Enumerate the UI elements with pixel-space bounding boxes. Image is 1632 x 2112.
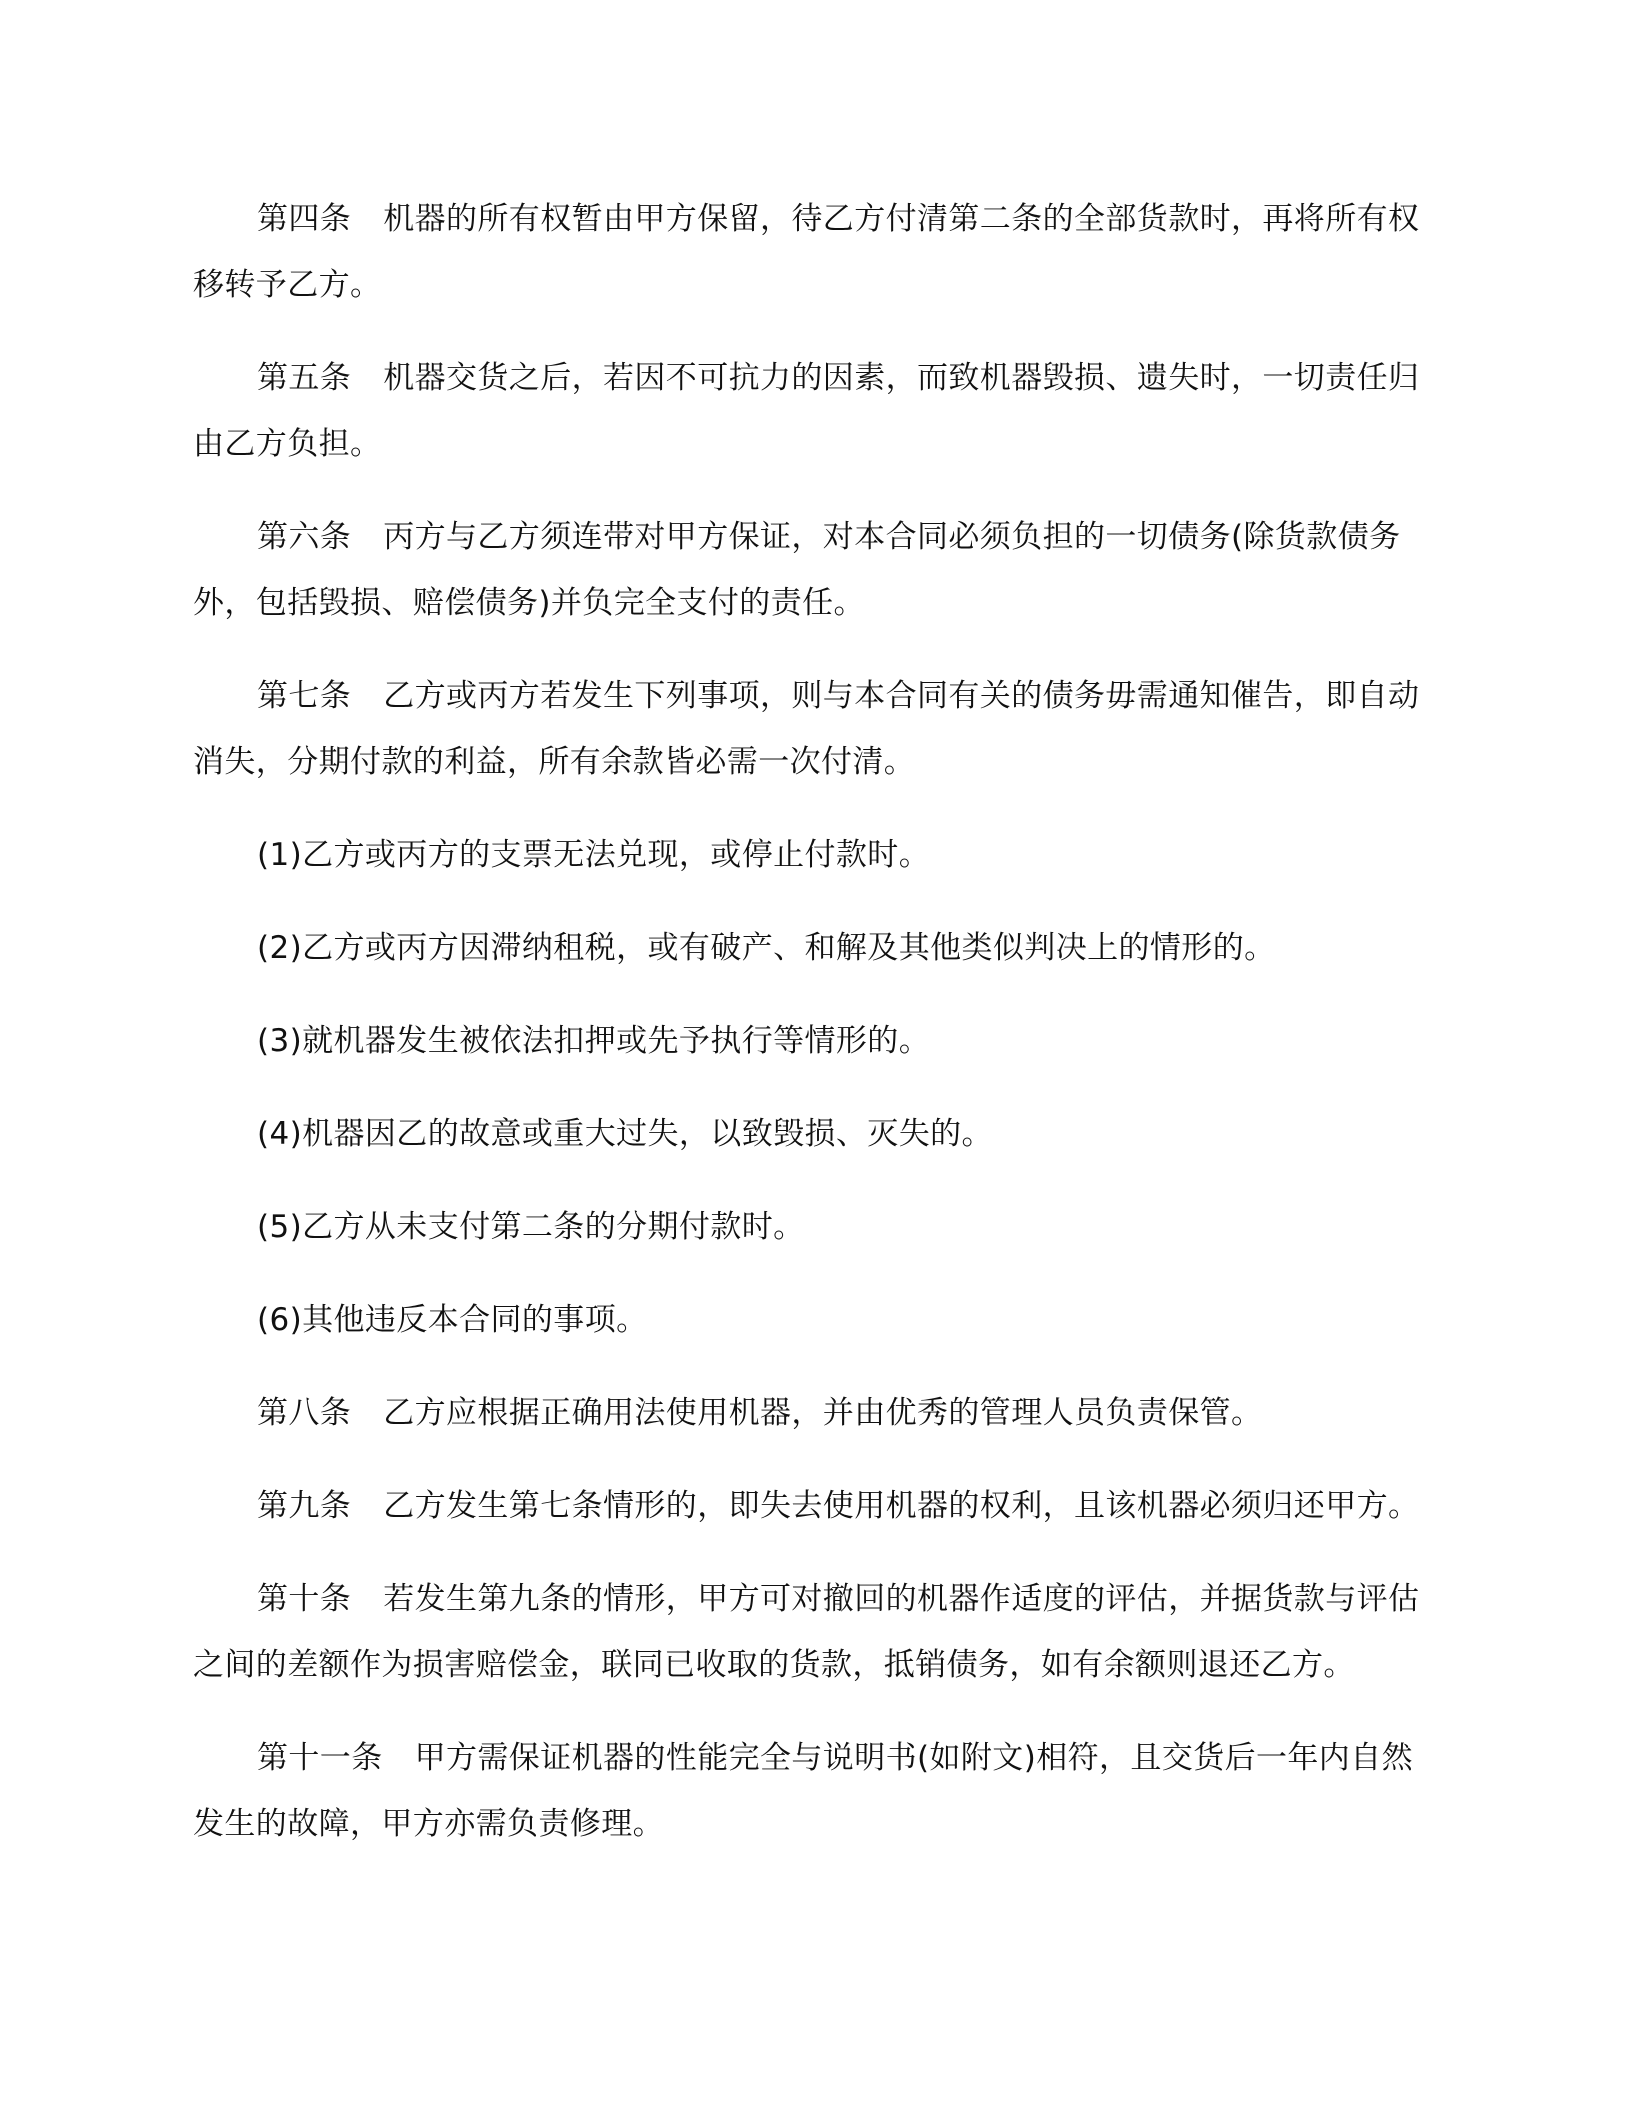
list-item-2 [193, 915, 1443, 981]
list-item-text: (6)其他违反本合同的事项。 [257, 1302, 648, 1338]
list-item-1 [193, 822, 1443, 888]
article-11 [193, 1725, 1443, 1857]
article-10 [193, 1566, 1443, 1698]
list-item-text: (5)乙方从未支付第二条的分期付款时。 [257, 1209, 805, 1245]
list-item-text: (4)机器因乙的故意或重大过失，以致毁损、灭失的。 [257, 1116, 993, 1152]
article-text: 乙方或丙方若发生下列事项，则与本合同有关的债务毋需通知催告，即自动消失，分期付款的利益，所有余款皆必需一次付清。 [193, 678, 1420, 780]
article-text: 乙方发生第七条情形的，即失去使用机器的权利，且该机器必须归还甲方。 [383, 1488, 1420, 1524]
list-item-3 [193, 1008, 1443, 1074]
article-5 [193, 345, 1443, 477]
article-text: 机器的所有权暂由甲方保留，待乙方付清第二条的全部货款时，再将所有权移转予乙方。 [193, 201, 1420, 303]
article-number: 第十一条 [257, 1740, 383, 1776]
list-item-5 [193, 1194, 1443, 1260]
article-number: 第四条 [257, 201, 352, 237]
article-number: 第八条 [257, 1395, 352, 1431]
article-number: 第九条 [257, 1488, 352, 1524]
article-number: 第六条 [257, 519, 352, 555]
article-9 [193, 1473, 1443, 1539]
article-7 [193, 663, 1443, 795]
article-text: 甲方需保证机器的性能完全与说明书(如附文)相符，且交货后一年内自然发生的故障，甲方亦需负责修理。 [193, 1740, 1413, 1842]
article-number: 第十条 [257, 1581, 352, 1617]
article-text: 乙方应根据正确用法使用机器，并由优秀的管理人员负责保管。 [383, 1395, 1263, 1431]
list-item-text: (3)就机器发生被依法扣押或先予执行等情形的。 [257, 1023, 931, 1059]
article-number: 第五条 [257, 360, 352, 396]
article-8 [193, 1380, 1443, 1446]
list-item-text: (1)乙方或丙方的支票无法兑现，或停止付款时。 [257, 837, 931, 873]
article-6 [193, 504, 1443, 636]
article-text: 若发生第九条的情形，甲方可对撤回的机器作适度的评估，并据货款与评估之间的差额作为损害赔偿金，联同已收取的货款，抵销债务，如有余额则退还乙方。 [193, 1581, 1420, 1683]
article-text: 机器交货之后，若因不可抗力的因素，而致机器毁损、遗失时，一切责任归由乙方负担。 [193, 360, 1420, 462]
list-item-4 [193, 1101, 1443, 1167]
article-4 [193, 186, 1443, 318]
list-item-text: (2)乙方或丙方因滞纳租税，或有破产、和解及其他类似判决上的情形的。 [257, 930, 1276, 966]
contract-body [193, 186, 1443, 1884]
article-number: 第七条 [257, 678, 352, 714]
article-text: 丙方与乙方须连带对甲方保证，对本合同必须负担的一切债务(除货款债务外，包括毁损、赔偿债务)并负完全支付的责任。 [193, 519, 1401, 621]
list-item-6 [193, 1287, 1443, 1353]
